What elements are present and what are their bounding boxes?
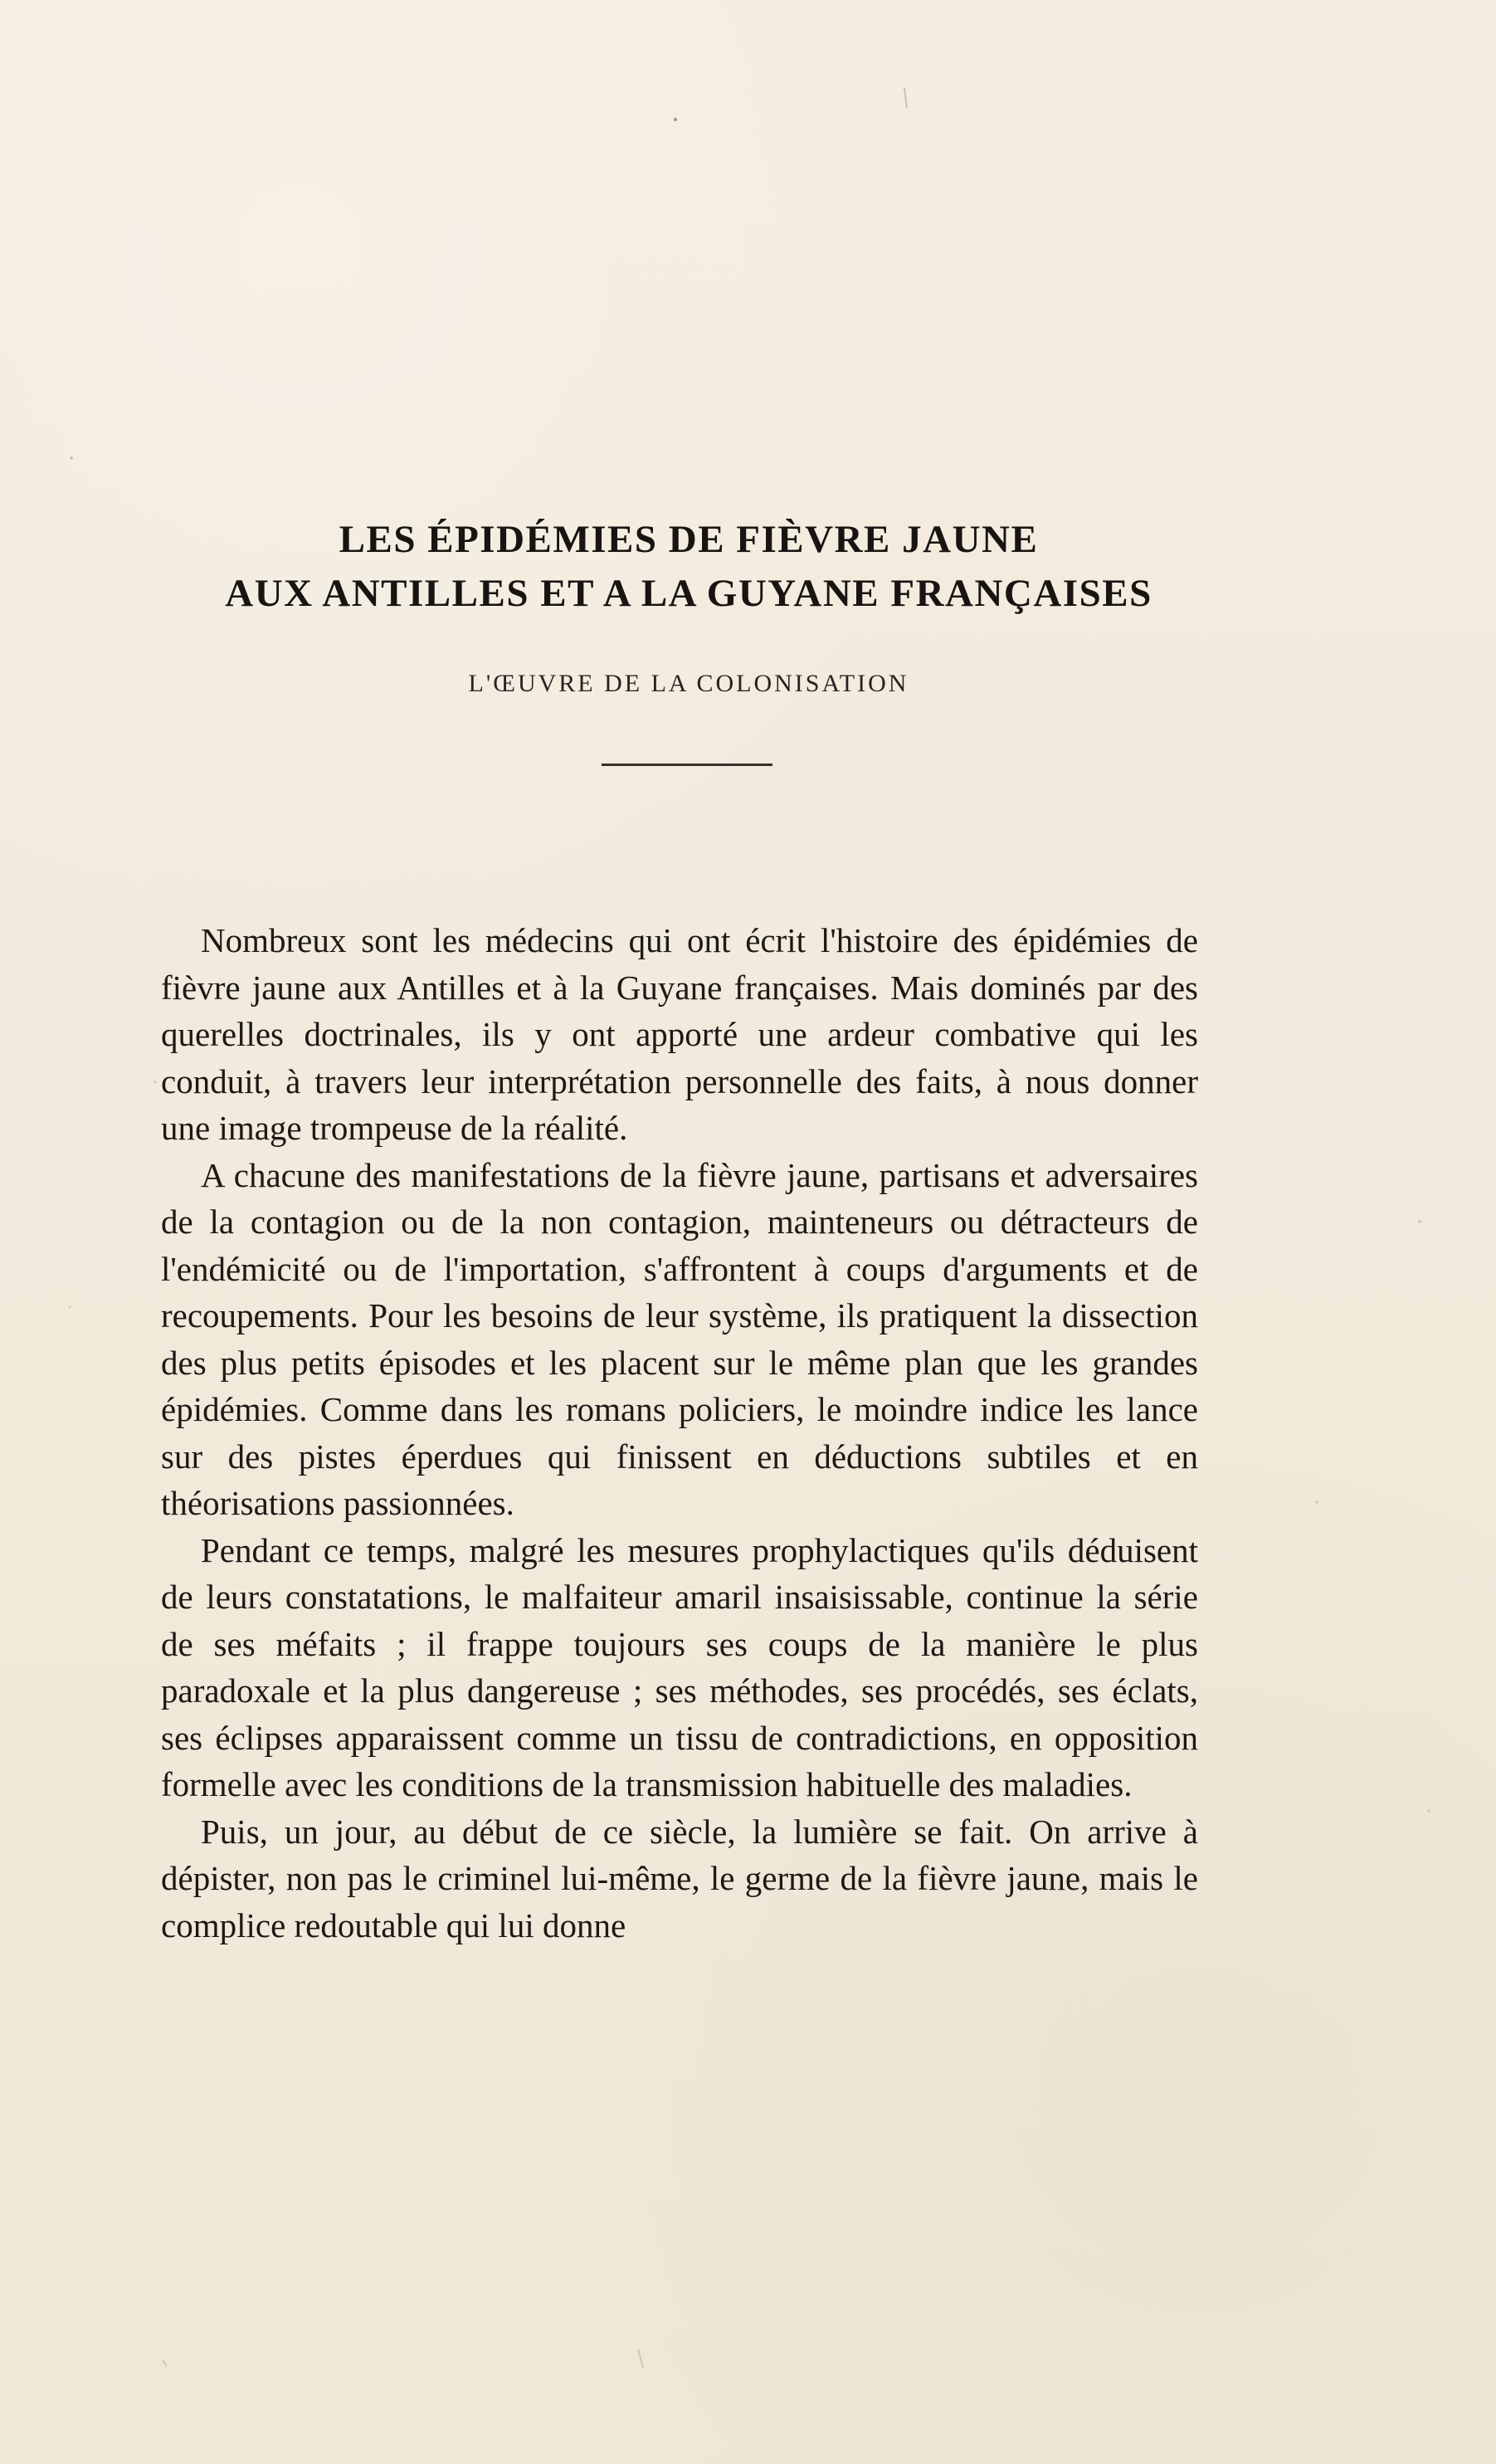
title-line-2: AUX ANTILLES ET A LA GUYANE FRANÇAISES [225,572,1152,615]
body-paragraph: Pendant ce temps, malgré les mesures prophylactiques qu'ils déduisent de leurs constatations, le malfaiteur amaril insaisissable, continue la série de ses méfaits ; il frappe toujours ses coups de la manière le plus paradoxale et la plus dangereuse ; ses méthodes, ses procédés, ses éclats, ses éclipses apparaissent comme un tissu de contradictions, en opposition formelle avec les conditions de la transmission habituelle des maladies. [161,1530,1198,1803]
body-paragraph: Nombreux sont les médecins qui ont écrit l'histoire des épidémies de fièvre jaune aux Antilles et à la Guyane françaises. Mais dominés par des querelles doctrinales, ils y ont apporté une ardeur combative qui les conduit, à travers leur interprétation personnelle des faits, à nous donner une image trompeuse de la réalité. [161,921,1198,1147]
title-line-1: LES ÉPIDÉMIES DE FIÈVRE JAUNE [339,518,1039,561]
article-body [161,917,1198,1949]
body-paragraph: Puis, un jour, au début de ce siècle, la lumière se fait. On arrive à dépister, non pas le criminel lui-même, le germe de la fièvre jaune, mais le complice redoutable qui lui donne [161,1812,1198,1944]
body-paragraph: A chacune des manifestations de la fièvre jaune, partisans et adversaires de la contagion ou de la non contagion, mainteneurs ou détracteurs de l'endémicité ou de l'importation, s'affrontent à coups d'arguments et de recoupements. Pour les besoins de leur système, ils pratiquent la dissection des plus petits épisodes et les placent sur le même plan que les grandes épidémies. Comme dans les romans policiers, le moindre indice les lance sur des pistes éperdues qui finissent en déductions subtiles et en théorisations passionnées. [161,1155,1198,1522]
article-title [170,513,1207,621]
section-divider [602,764,772,766]
article-subtitle: L'ŒUVRE DE LA COLONISATION [468,670,909,697]
